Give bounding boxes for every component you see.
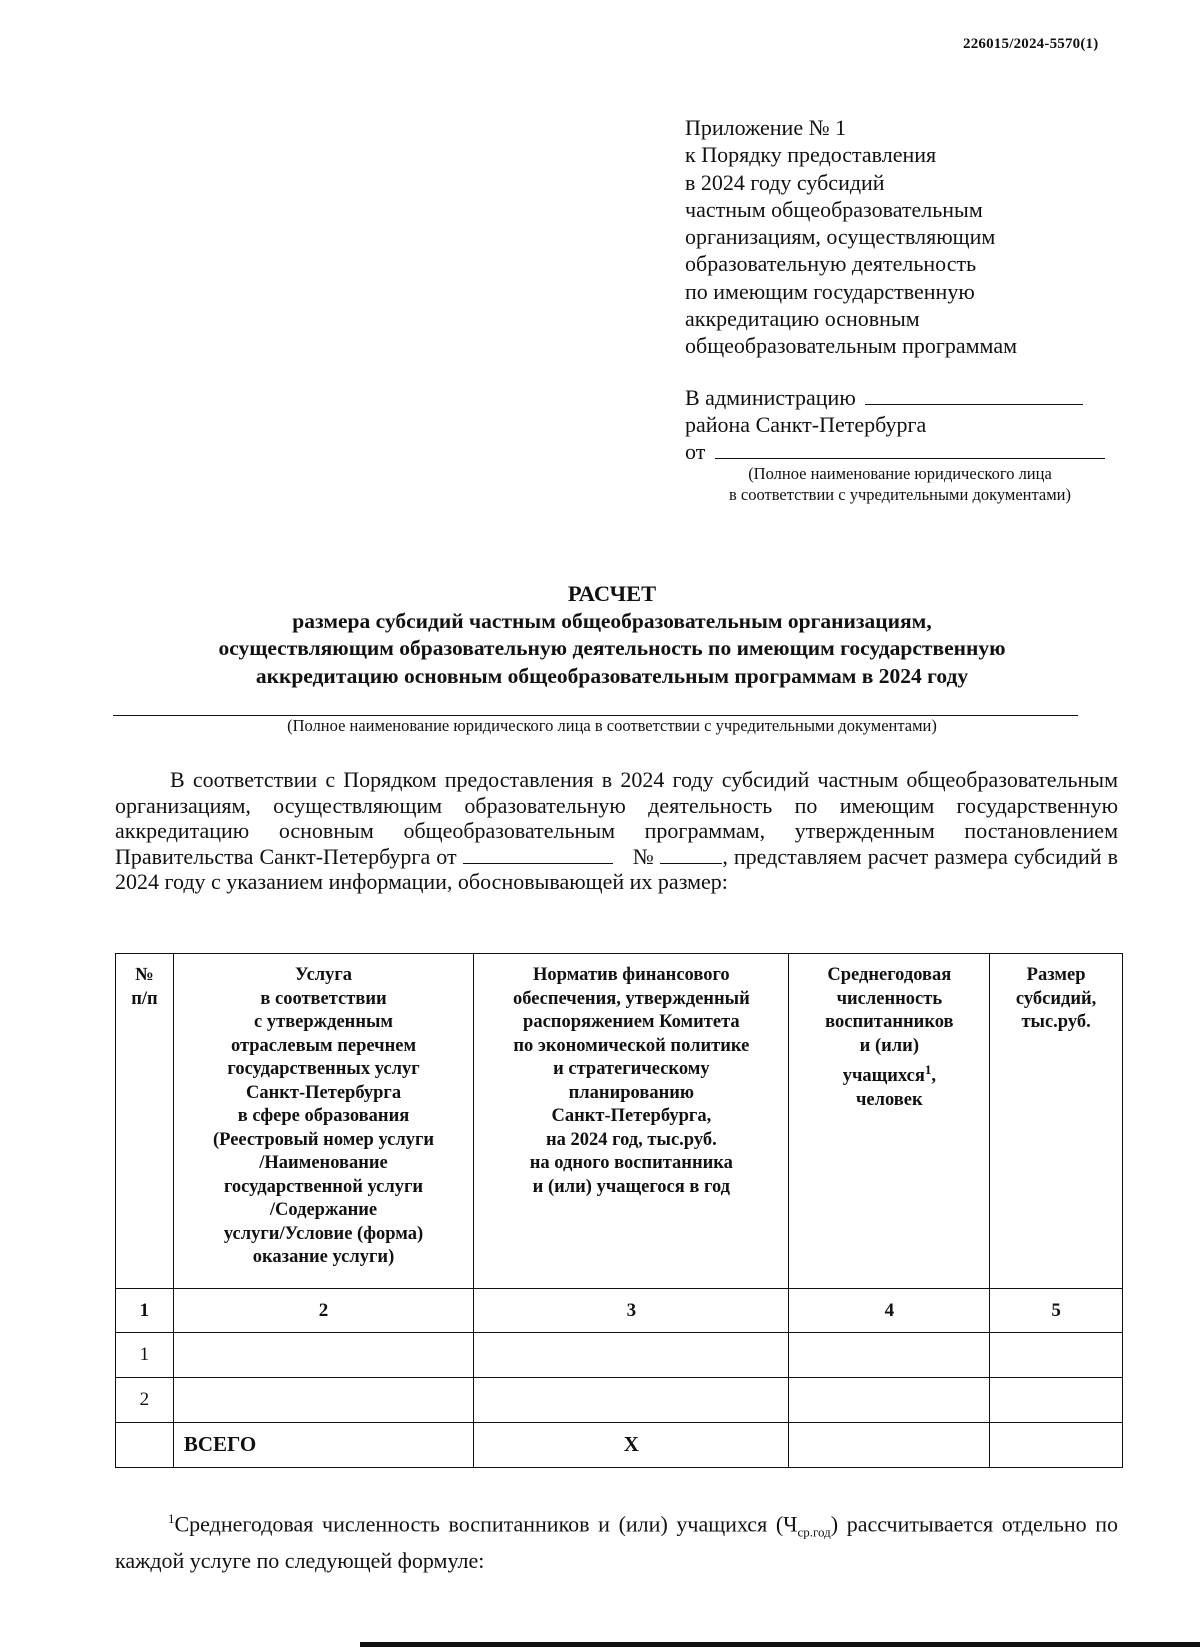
calculation-table <box>115 953 1123 1468</box>
total-subsidy[interactable] <box>990 1423 1123 1468</box>
header-subsidy-amount: Размер субсидий, тыс.руб. <box>990 954 1123 1289</box>
body-paragraph: В соответствии с Порядком предоставления в 2024 году субсидий частным общеобразовательным организациям, осуществляющим образовательную деятельность по имеющим государственную аккредитацию основным общеобразовательным программам, утвержденным постановлением Правительства Санкт-Петербурга от № , представляем расчет размера субсидий в 2024 году с указанием информации, обосновывающей их размер: <box>115 767 1119 895</box>
cell-subsidy[interactable] <box>990 1378 1123 1423</box>
total-norm-x: Х <box>474 1423 789 1468</box>
column-number: 3 <box>474 1289 789 1333</box>
date-blank[interactable] <box>463 846 613 864</box>
cell-norm[interactable] <box>474 1378 789 1423</box>
appendix-line: частным общеобразовательным <box>685 196 983 222</box>
address-line-from: от <box>685 438 1115 465</box>
cell-avg-count[interactable] <box>789 1378 990 1423</box>
table-row <box>116 1378 1123 1423</box>
column-number: 5 <box>990 1289 1123 1333</box>
header-number: № п/п <box>116 954 174 1289</box>
address-note: (Полное наименование юридического лица в соответствии с учредительными документами) <box>728 464 1071 504</box>
header-footnote-marker: 1 <box>924 1062 932 1077</box>
cell-service[interactable] <box>173 1378 473 1423</box>
appendix-line: по имеющим государственную <box>685 278 975 304</box>
page-bottom-edge <box>360 1642 1200 1647</box>
title-sub-1: размера субсидий частным общеобразовательным организациям, <box>292 608 932 633</box>
column-number-row <box>116 1289 1123 1333</box>
column-number: 2 <box>173 1289 473 1333</box>
footnote: $^1$Среднегодовая численность воспитанников и (или) учащихся $(Ч_{ср.год})$ рассчитывается отдельно по каждой услуге по следующей формуле: <box>115 1511 1118 1573</box>
cell-avg-count[interactable] <box>789 1333 990 1378</box>
footnote-marker: 1 <box>168 1511 175 1526</box>
row-number: 2 <box>116 1378 174 1423</box>
title-main: РАСЧЕТ <box>567 581 657 606</box>
appendix-block <box>685 114 1105 360</box>
cell-service[interactable] <box>173 1333 473 1378</box>
from-blank[interactable] <box>715 440 1105 459</box>
total-avg-count[interactable] <box>789 1423 990 1468</box>
avg-year-subscript: ср.год <box>797 1524 831 1540</box>
total-row <box>116 1423 1123 1468</box>
appendix-line: аккредитацию основным <box>685 306 920 332</box>
document-title <box>112 580 1112 690</box>
appendix-line: Приложение № 1 <box>685 115 847 140</box>
table-header-row <box>116 954 1123 1289</box>
total-row-number <box>116 1423 174 1468</box>
appendix-line: к Порядку предоставления <box>685 142 937 168</box>
address-line-district: района Санкт-Петербурга <box>685 412 927 437</box>
appendix-line: образовательную деятельность <box>685 251 977 277</box>
appendix-line: организациям, осуществляющим <box>685 224 996 250</box>
address-line-administration: В администрацию <box>685 384 1115 411</box>
cell-subsidy[interactable] <box>990 1333 1123 1378</box>
title-sub-2: осуществляющим образовательную деятельность по имеющим государственную <box>218 636 1006 660</box>
row-number: 1 <box>116 1333 174 1378</box>
total-label: ВСЕГО <box>173 1423 473 1468</box>
appendix-line: в 2024 году субсидий <box>685 169 885 195</box>
entity-name-note: (Полное наименование юридического лица в соответствии с учредительными документами) <box>287 716 937 735</box>
decree-number-blank[interactable] <box>660 846 722 864</box>
header-norm: Норматив финансового обеспечения, утвержденный распоряжением Комитета по экономической политике и стратегическому планированию Санкт-Петербурга, на 2024 год, тыс.руб. на одного воспитанника и (или) учащегося в год <box>474 954 789 1289</box>
address-block <box>685 384 1115 465</box>
title-sub-3: аккредитацию основным общеобразовательным программам в 2024 году <box>255 663 969 688</box>
column-number: 4 <box>789 1289 990 1333</box>
document-number: 226015/2024-5570(1) <box>963 36 1099 52</box>
column-number: 1 <box>116 1289 174 1333</box>
header-avg-count: Среднегодовая численность воспитанников и (или) учащихся$^1$, человек <box>789 954 990 1289</box>
table-row <box>116 1333 1123 1378</box>
district-blank[interactable] <box>865 386 1083 405</box>
header-service: Услуга в соответствии с утвержденным отраслевым перечнем государственных услуг Санкт-Петербурга в сфере образования (Реестровый номер услуги /Наименование государственной услуги /Содержание услуги/Условие (форма) оказание услуги) <box>173 954 473 1289</box>
appendix-line: общеобразовательным программам <box>685 333 1018 359</box>
cell-norm[interactable] <box>474 1333 789 1378</box>
